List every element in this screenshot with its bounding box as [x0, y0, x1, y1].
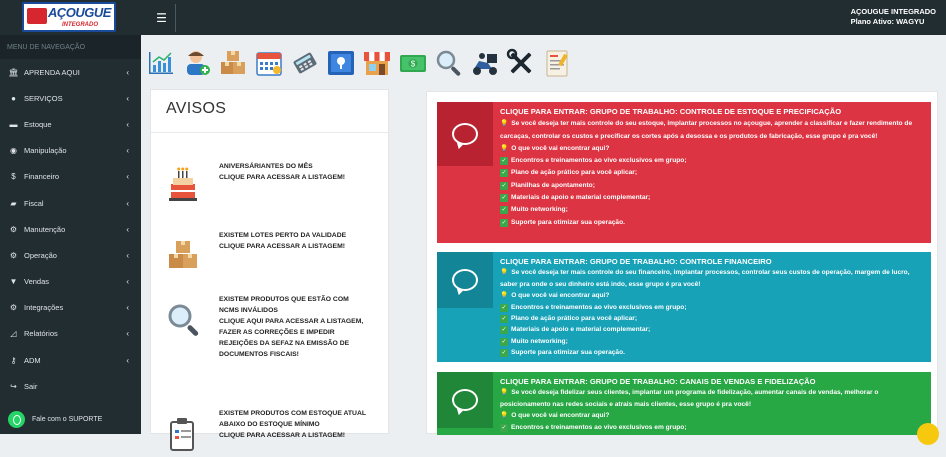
logo-brand: AÇOUGUE: [48, 5, 111, 20]
floating-chat-button[interactable]: [917, 423, 939, 445]
sidebar-item-aprenda-aqui[interactable]: [0, 59, 141, 85]
chevron-left-icon: ‹: [126, 224, 129, 234]
sidebar-item-integracoes[interactable]: [0, 295, 141, 321]
add-user-icon[interactable]: [182, 48, 212, 78]
notice-low-stock[interactable]: [163, 406, 366, 452]
lightbulb-icon: 💡: [500, 120, 509, 128]
magnifier-icon: [163, 300, 203, 340]
svg-text:$: $: [410, 59, 416, 69]
notice-line: ANIVERSÁRIANTES DO MÊS: [219, 163, 313, 170]
chevron-left-icon: ‹: [126, 277, 129, 287]
notice-line: CLIQUE AQUI PARA ACESSAR A LISTAGEM,: [219, 318, 364, 325]
sidebar-header: MENU DE NAVEGAÇÃO: [0, 35, 141, 59]
tools-icon[interactable]: [506, 48, 536, 78]
chart-icon: ◿: [10, 329, 17, 339]
chevron-left-icon: ‹: [126, 198, 129, 208]
logo-sub: INTEGRADO: [62, 22, 98, 28]
store-icon[interactable]: [362, 48, 392, 78]
sidebar-item-manipulacao[interactable]: [0, 138, 141, 164]
sidebar-item-label: Financeiro: [24, 172, 60, 182]
group-bullet: ✓ Muito networking;: [500, 204, 919, 216]
sidebar-item-label: Sair: [24, 381, 38, 391]
app-logo[interactable]: [22, 2, 116, 32]
sidebar-item-label: Manipulação: [24, 146, 67, 156]
palette-icon: ◉: [10, 146, 17, 156]
support-label: Fale com o SUPORTE: [32, 416, 103, 423]
avisos-card: [150, 89, 389, 439]
key-icon: ⚷: [10, 355, 17, 365]
group-canais-vendas[interactable]: [437, 372, 931, 435]
group-bullet: ✓ Materiais de apoio e material complementar;: [500, 192, 919, 204]
company-name: AÇOUGUE INTEGRADO: [850, 7, 936, 16]
sidebar-item-fiscal[interactable]: [0, 190, 141, 216]
chat-bubble-icon: [452, 389, 478, 411]
clipboard-icon: [163, 412, 203, 452]
lightbulb-icon: 💡: [500, 269, 509, 277]
lightbulb-icon: 💡: [500, 389, 509, 397]
chevron-left-icon: ‹: [126, 250, 129, 260]
report-icon[interactable]: [542, 48, 572, 78]
group-intro: Se você deseja fidelizar seus clientes, implantar um programa de fidelização, aumentar canais de vendas, melhorar o posicionamento nas redes sociais e atrais mais clientes, esse grupo é pra você!: [500, 389, 879, 408]
sidebar-item-adm[interactable]: [0, 347, 141, 373]
plan-label: Plano Ativo: WAGYU: [850, 17, 925, 26]
chevron-left-icon: ‹: [126, 119, 129, 129]
delivery-icon[interactable]: [470, 48, 500, 78]
group-bullet: ✓ Encontros e treinamentos ao vivo exclusivos em grupo;: [500, 422, 919, 433]
boxes-icon: [163, 236, 203, 276]
group-question: O que você vai encontrar aqui?: [511, 144, 610, 152]
calendar-icon[interactable]: [254, 48, 284, 78]
card-machine-icon[interactable]: [290, 48, 320, 78]
notice-line: CLIQUE PARA ACESSAR A LISTAGEM!: [219, 174, 345, 181]
boxes-icon[interactable]: [218, 48, 248, 78]
notice-invalid-ncms[interactable]: [163, 294, 363, 360]
sidebar-item-manutencao[interactable]: [0, 216, 141, 242]
chevron-left-icon: ‹: [126, 355, 129, 365]
chat-bubble-icon: [452, 123, 478, 145]
dollar-icon: $: [11, 172, 16, 182]
group-question: O que você vai encontrar aqui?: [511, 292, 610, 300]
cart-icon: ▼: [9, 277, 18, 287]
notice-line: EXISTEM LOTES PERTO DA VALIDADE: [219, 232, 347, 239]
group-bullet: ✓ Suporte para otimizar sua operação.: [500, 217, 919, 229]
notice-birthdays[interactable]: [163, 158, 345, 204]
account-info[interactable]: [851, 7, 936, 27]
bank-icon: 🏛: [8, 67, 19, 77]
sidebar-item-label: Vendas: [24, 277, 50, 287]
notice-line: FAZER AS CORREÇÕES E IMPEDIR: [219, 329, 335, 336]
group-title: CLIQUE PARA ENTRAR: GRUPO DE TRABALHO: CONTROLE DE ESTOQUE E PRECIFICAÇÃO: [500, 107, 842, 116]
notice-line: REJEIÇÕES DA SEFAZ NA EMISSÃO DE: [219, 340, 350, 347]
group-controle-financeiro[interactable]: [437, 252, 931, 362]
gear-icon: ⚙: [9, 250, 18, 260]
group-intro: Se você deseja ter mais controle do seu financeiro, implantar processos, controlar seus custos de operação, margem de lucro, saber pra onde o seu dinheiro está indo, esse grupo é pra você!: [500, 269, 910, 288]
group-bullet: ✓ Muito networking;: [500, 336, 919, 347]
notice-line: NCMS INVÁLIDOS: [219, 307, 278, 314]
group-title: CLIQUE PARA ENTRAR: GRUPO DE TRABALHO: CONTROLE FINANCEIRO: [500, 257, 772, 266]
group-intro: Se você deseja ter mais controle do seu estoque, implantar processos no açougue, aprender a classificar e fazer rendimento de carcaças, controlar os custos e precificar os cortes após a desossa e os produtos de fabricação, esse grupo é pra você!: [500, 120, 913, 140]
chevron-left-icon: ‹: [126, 172, 129, 182]
sidebar-item-label: Manutenção: [24, 224, 66, 234]
sidebar-item-financeiro[interactable]: [0, 164, 141, 190]
group-estoque-precificacao[interactable]: [437, 102, 931, 243]
sidebar-item-vendas[interactable]: [0, 269, 141, 295]
chart-icon[interactable]: [146, 48, 176, 78]
sidebar-item-label: SERVIÇOS: [24, 93, 63, 103]
cogs-icon: ⚙: [9, 224, 18, 234]
sidebar-item-servicos[interactable]: [0, 85, 141, 111]
sidebar-item-relatorios[interactable]: [0, 321, 141, 347]
cake-icon: [163, 164, 203, 204]
chat-icon-box: [437, 102, 493, 166]
hamburger-menu-icon[interactable]: ☰: [148, 4, 176, 32]
group-bullet: ✓ Planilhas de apontamento;: [500, 180, 919, 192]
cash-icon[interactable]: [398, 48, 428, 78]
sidebar-item-estoque[interactable]: [0, 111, 141, 137]
lightbulb-icon: 💡: [500, 412, 509, 420]
truck-icon: ▬: [9, 119, 18, 129]
magnifier-icon[interactable]: [434, 48, 464, 78]
lightbulb-icon: 💡: [500, 144, 509, 152]
lightbulb-icon: 💡: [500, 292, 509, 300]
folder-icon: ▰: [10, 198, 17, 208]
sidebar-item-label: Relatórios: [24, 329, 58, 339]
whatsapp-icon: [8, 411, 25, 428]
sidebar-item-label: Integrações: [24, 303, 64, 313]
group-bullet: ✓ Plano de ação prático para você aplicar;: [500, 167, 919, 179]
sidebar-item-label: ADM: [24, 355, 41, 365]
sidebar-item-label: Operação: [24, 250, 57, 260]
circle-check-icon: ●: [11, 93, 16, 103]
safe-icon[interactable]: [326, 48, 356, 78]
group-bullet: ✓ Materiais de apoio e material complementar;: [500, 324, 919, 335]
group-bullet: ✓ Encontros e treinamentos ao vivo exclusivos em grupo;: [500, 155, 919, 167]
support-link[interactable]: [8, 411, 102, 428]
chevron-left-icon: ‹: [126, 329, 129, 339]
chevron-left-icon: ‹: [126, 303, 129, 313]
chat-icon-box: [437, 252, 493, 308]
notice-line: CLIQUE PARA ACESSAR A LISTAGEM!: [219, 432, 345, 439]
notice-line: EXISTEM PRODUTOS QUE ESTÃO COM: [219, 296, 349, 303]
notice-line: CLIQUE PARA ACESSAR A LISTAGEM!: [219, 243, 345, 250]
top-bar: [0, 0, 946, 35]
quick-access-toolbar: [146, 48, 572, 80]
group-bullet: ✓ Encontros e treinamentos ao vivo exclusivos em grupo;: [500, 302, 919, 313]
notice-line: EXISTEM PRODUTOS COM ESTOQUE ATUAL: [219, 410, 367, 417]
sidebar-item-label: Estoque: [24, 119, 52, 129]
group-title: CLIQUE PARA ENTRAR: GRUPO DE TRABALHO: CANAIS DE VENDAS E FIDELIZAÇÃO: [500, 377, 816, 386]
chevron-left-icon: ‹: [126, 67, 129, 77]
group-question: O que você vai encontrar aqui?: [511, 412, 610, 420]
share-icon: ↪: [10, 381, 17, 391]
notice-expiring-lots[interactable]: [163, 230, 346, 276]
group-bullet: ✓ Suporte para otimizar sua operação.: [500, 347, 919, 358]
sidebar-item-sair[interactable]: [0, 373, 141, 399]
groups-panel: [426, 91, 938, 434]
chat-icon-box: [437, 372, 493, 428]
sidebar-item-operacao[interactable]: [0, 242, 141, 268]
notice-line: DOCUMENTOS FISCAIS!: [219, 351, 299, 358]
chat-bubble-icon: [452, 269, 478, 291]
sidebar-item-label: APRENDA AQUI: [24, 67, 80, 77]
chevron-left-icon: ‹: [126, 146, 129, 156]
group-bullet: ✓ Plano de ação prático para você aplicar;: [500, 313, 919, 324]
avisos-title: AVISOS: [151, 90, 388, 133]
sidebar-item-label: Fiscal: [24, 198, 44, 208]
cart-logo-icon: [27, 8, 47, 24]
cogs-icon: ⚙: [9, 303, 18, 313]
chevron-left-icon: ‹: [126, 93, 129, 103]
sidebar: [0, 35, 141, 434]
notice-line: ABAIXO DO ESTOQUE MÍNIMO: [219, 421, 320, 428]
